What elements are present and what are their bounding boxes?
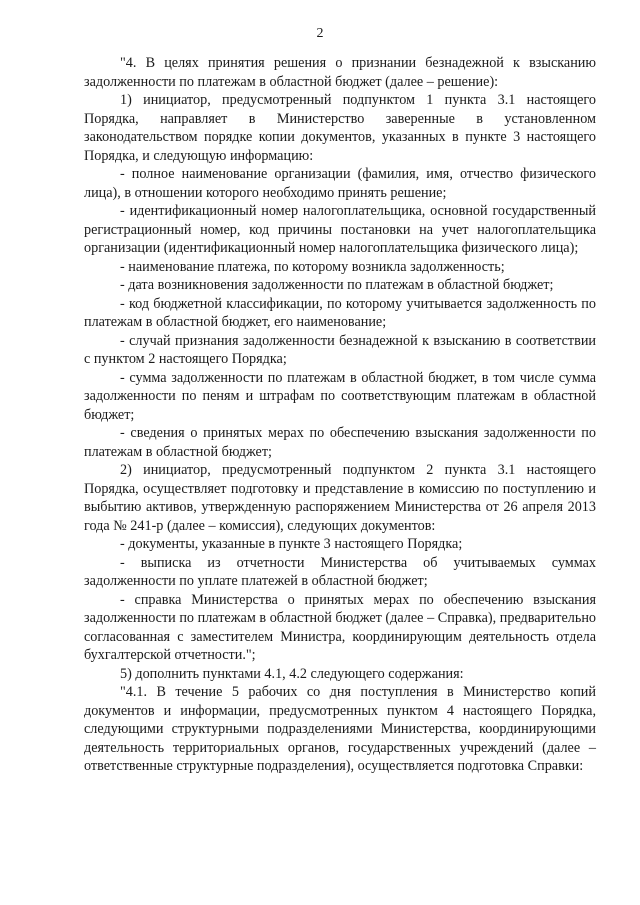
list-item-debt-amount: - сумма задолженности по платежам в областной бюджет, в том числе сумма задолженности по пеням и штрафам по соответствующим платежам в областной бюджет; <box>84 369 596 423</box>
list-item-debt-date: - дата возникновения задолженности по платежам в областной бюджет; <box>120 277 554 293</box>
list-item-collection-measures: - сведения о принятых мерах по обеспечению взыскания задолженности по платежам в областной бюджет; <box>84 425 596 460</box>
paragraph-4-1: "4.1. В течение 5 рабочих со дня поступления в Министерство копий документов и информации, предусмотренных пунктом 4 настоящего Порядка, следующими структурными подразделениями Министерства, координирующими деятельность территориальных органов, государственных учреждений (далее – ответственные структурные подразделения), осуществляется подготовка Справки: <box>84 684 596 774</box>
list-item-documents: - документы, указанные в пункте 3 настоящего Порядка; <box>120 536 463 552</box>
paragraph-amendment-5: 5) дополнить пунктами 4.1, 4.2 следующего содержания: <box>120 665 464 682</box>
list-item-taxpayer-ids: - идентификационный номер налогоплательщика, основной государственный регистрационный номер, код причины постановки на учет налогоплательщика организации (идентификационный номер налогоплательщика физического лица); <box>84 203 596 256</box>
paragraph-4-intro: "4. В целях принятия решения о признании безнадежной к взысканию задолженности по платежам в областной бюджет (далее – решение): <box>84 55 596 90</box>
document-body <box>84 54 596 776</box>
list-item-payment-name: - наименование платежа, по которому возникла задолженность; <box>120 258 505 275</box>
list-item-report-extract: - выписка из отчетности Министерства об учитываемых суммах задолженности по уплате платежей в областной бюджет; <box>84 554 596 589</box>
list-item-bad-debt-case: - случай признания задолженности безнадежной к взысканию в соответствии с пунктом 2 настоящего Порядка; <box>84 332 596 367</box>
paragraph-initiator-2: 2) инициатор, предусмотренный подпунктом 2 пункта 3.1 настоящего Порядка, осуществляет подготовку и представление в комиссию по поступлению и выбытию активов, утвержденную распоряжением Министерства от 26 апреля 2013 года № 241-р (далее – комиссия), следующих документов: <box>84 462 596 534</box>
paragraph-initiator-1: 1) инициатор, предусмотренный подпунктом 1 пункта 3.1 настоящего Порядка, направляет в Министерство заверенные в установленном законодательством порядке копии документов, указанных в пункте 3 настоящего Порядка, и следующую информацию: <box>84 92 596 164</box>
list-item-organization-name: - полное наименование организации (фамилия, имя, отчество физического лица), в отношении которого необходимо принять решение; <box>84 166 596 201</box>
list-item-budget-code: - код бюджетной классификации, по которому учитывается задолженность по платежам в областной бюджет, его наименование; <box>84 295 596 330</box>
page-number: 2 <box>316 26 324 41</box>
list-item-ministry-certificate: - справка Министерства о принятых мерах по обеспечению взыскания задолженности по платежам в областной бюджет (далее – Справка), предварительно согласованная с заместителем Министра, координирующим деятельность отдела бухгалтерской отчетности."; <box>84 591 596 663</box>
